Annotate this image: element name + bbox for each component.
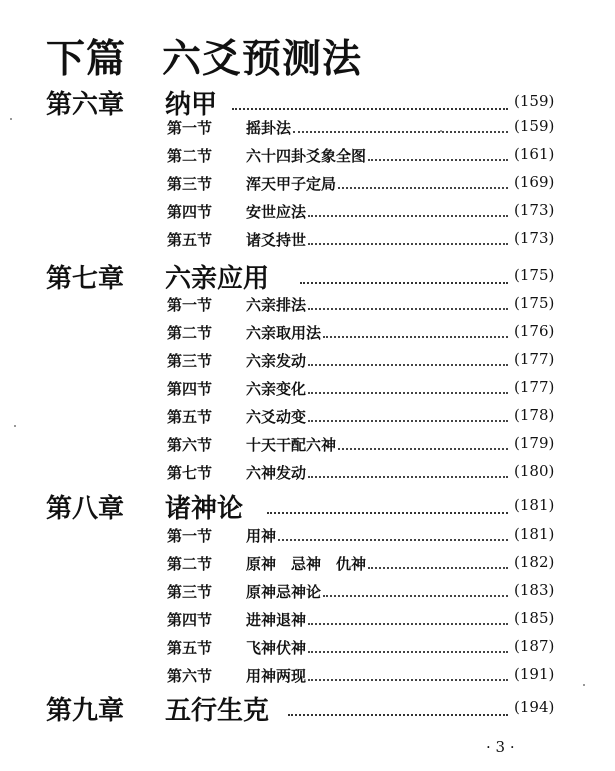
section-label: 第一节: [167, 527, 213, 545]
section-leader-dots: [308, 308, 508, 310]
section-title[interactable]: 六爻动变: [246, 408, 307, 426]
section-label: 第五节: [167, 231, 213, 249]
section-leader-dots: [368, 159, 508, 161]
section-leader-dots: [323, 595, 508, 597]
section-title[interactable]: 原神 忌神 仇神: [246, 555, 367, 573]
section-title[interactable]: 飞神伏神: [246, 639, 307, 657]
section-leader-dots: [308, 623, 508, 625]
section-page-number: (169): [514, 173, 555, 191]
section-title[interactable]: 安世应法: [246, 203, 307, 221]
chapter-leader-dots: [232, 108, 508, 110]
part-name: 六爻预测法: [162, 37, 363, 82]
section-leader-dots: [308, 420, 508, 422]
section-page-number: (178): [514, 406, 555, 424]
section-title[interactable]: 诸爻持世: [246, 231, 307, 249]
chapter-page-number: (194): [514, 698, 555, 716]
section-page-number: (182): [514, 553, 555, 571]
chapter-page-number: (175): [514, 266, 555, 284]
section-title[interactable]: 六十四卦爻象全图: [246, 147, 367, 165]
section-page-number: (159): [514, 117, 555, 135]
section-title[interactable]: 进神退神: [246, 611, 307, 629]
chapter-page-number: (181): [514, 496, 555, 514]
section-page-number: (187): [514, 637, 555, 655]
section-page-number: (177): [514, 350, 555, 368]
section-label: 第四节: [167, 611, 213, 629]
section-leader-dots: [308, 476, 508, 478]
chapter-title[interactable]: 纳甲: [165, 90, 218, 120]
chapter-label: 第九章: [46, 696, 125, 726]
section-title[interactable]: 摇卦法: [246, 119, 292, 137]
chapter-leader-dots: [267, 512, 508, 514]
section-leader-dots: [308, 364, 508, 366]
section-label: 第四节: [167, 380, 213, 398]
section-title[interactable]: 六亲取用法: [246, 324, 322, 342]
part-label: 下篇: [46, 37, 127, 82]
chapter-page-number: (159): [514, 92, 555, 110]
scan-speck: [440, 130, 442, 132]
section-label: 第四节: [167, 203, 213, 221]
section-leader-dots: [338, 448, 508, 450]
section-page-number: (185): [514, 609, 555, 627]
section-leader-dots: [308, 243, 508, 245]
section-label: 第三节: [167, 583, 213, 601]
chapter-leader-dots: [300, 282, 508, 284]
section-label: 第二节: [167, 324, 213, 342]
chapter-title[interactable]: 六亲应用: [165, 264, 270, 294]
section-title[interactable]: 原神忌神论: [246, 583, 322, 601]
section-page-number: (179): [514, 434, 555, 452]
section-title[interactable]: 浑天甲子定局: [246, 175, 337, 193]
section-leader-dots: [293, 131, 508, 133]
section-label: 第六节: [167, 667, 213, 685]
section-page-number: (181): [514, 525, 555, 543]
scan-speck: [10, 118, 12, 120]
section-page-number: (183): [514, 581, 555, 599]
section-title[interactable]: 用神: [246, 527, 277, 545]
section-leader-dots: [308, 679, 508, 681]
section-title[interactable]: 用神两现: [246, 667, 307, 685]
section-page-number: (161): [514, 145, 555, 163]
chapter-title[interactable]: 五行生克: [165, 696, 270, 726]
part-title: [46, 28, 362, 84]
section-leader-dots: [308, 392, 508, 394]
section-label: 第五节: [167, 639, 213, 657]
chapter-label: 第八章: [46, 494, 125, 524]
section-label: 第二节: [167, 555, 213, 573]
chapter-label: 第七章: [46, 264, 125, 294]
section-title[interactable]: 六亲排法: [246, 296, 307, 314]
section-page-number: (180): [514, 462, 555, 480]
section-leader-dots: [278, 539, 508, 541]
section-page-number: (191): [514, 665, 555, 683]
scan-speck: [14, 425, 16, 427]
section-label: 第三节: [167, 352, 213, 370]
section-label: 第一节: [167, 296, 213, 314]
section-leader-dots: [308, 651, 508, 653]
section-title[interactable]: 六亲变化: [246, 380, 307, 398]
section-leader-dots: [368, 567, 508, 569]
section-label: 第七节: [167, 464, 213, 482]
section-page-number: (173): [514, 229, 555, 247]
page-number: · 3 ·: [486, 738, 515, 756]
scan-speck: [583, 684, 585, 686]
section-title[interactable]: 十天干配六神: [246, 436, 337, 454]
section-title[interactable]: 六亲发动: [246, 352, 307, 370]
chapter-title[interactable]: 诸神论: [165, 494, 244, 524]
chapter-label: 第六章: [46, 90, 125, 120]
chapter-leader-dots: [288, 714, 508, 716]
section-page-number: (175): [514, 294, 555, 312]
section-label: 第六节: [167, 436, 213, 454]
section-leader-dots: [338, 187, 508, 189]
section-page-number: (177): [514, 378, 555, 396]
section-page-number: (176): [514, 322, 555, 340]
section-label: 第二节: [167, 147, 213, 165]
section-label: 第五节: [167, 408, 213, 426]
section-page-number: (173): [514, 201, 555, 219]
section-leader-dots: [323, 336, 508, 338]
section-title[interactable]: 六神发动: [246, 464, 307, 482]
section-leader-dots: [308, 215, 508, 217]
section-label: 第三节: [167, 175, 213, 193]
section-label: 第一节: [167, 119, 213, 137]
